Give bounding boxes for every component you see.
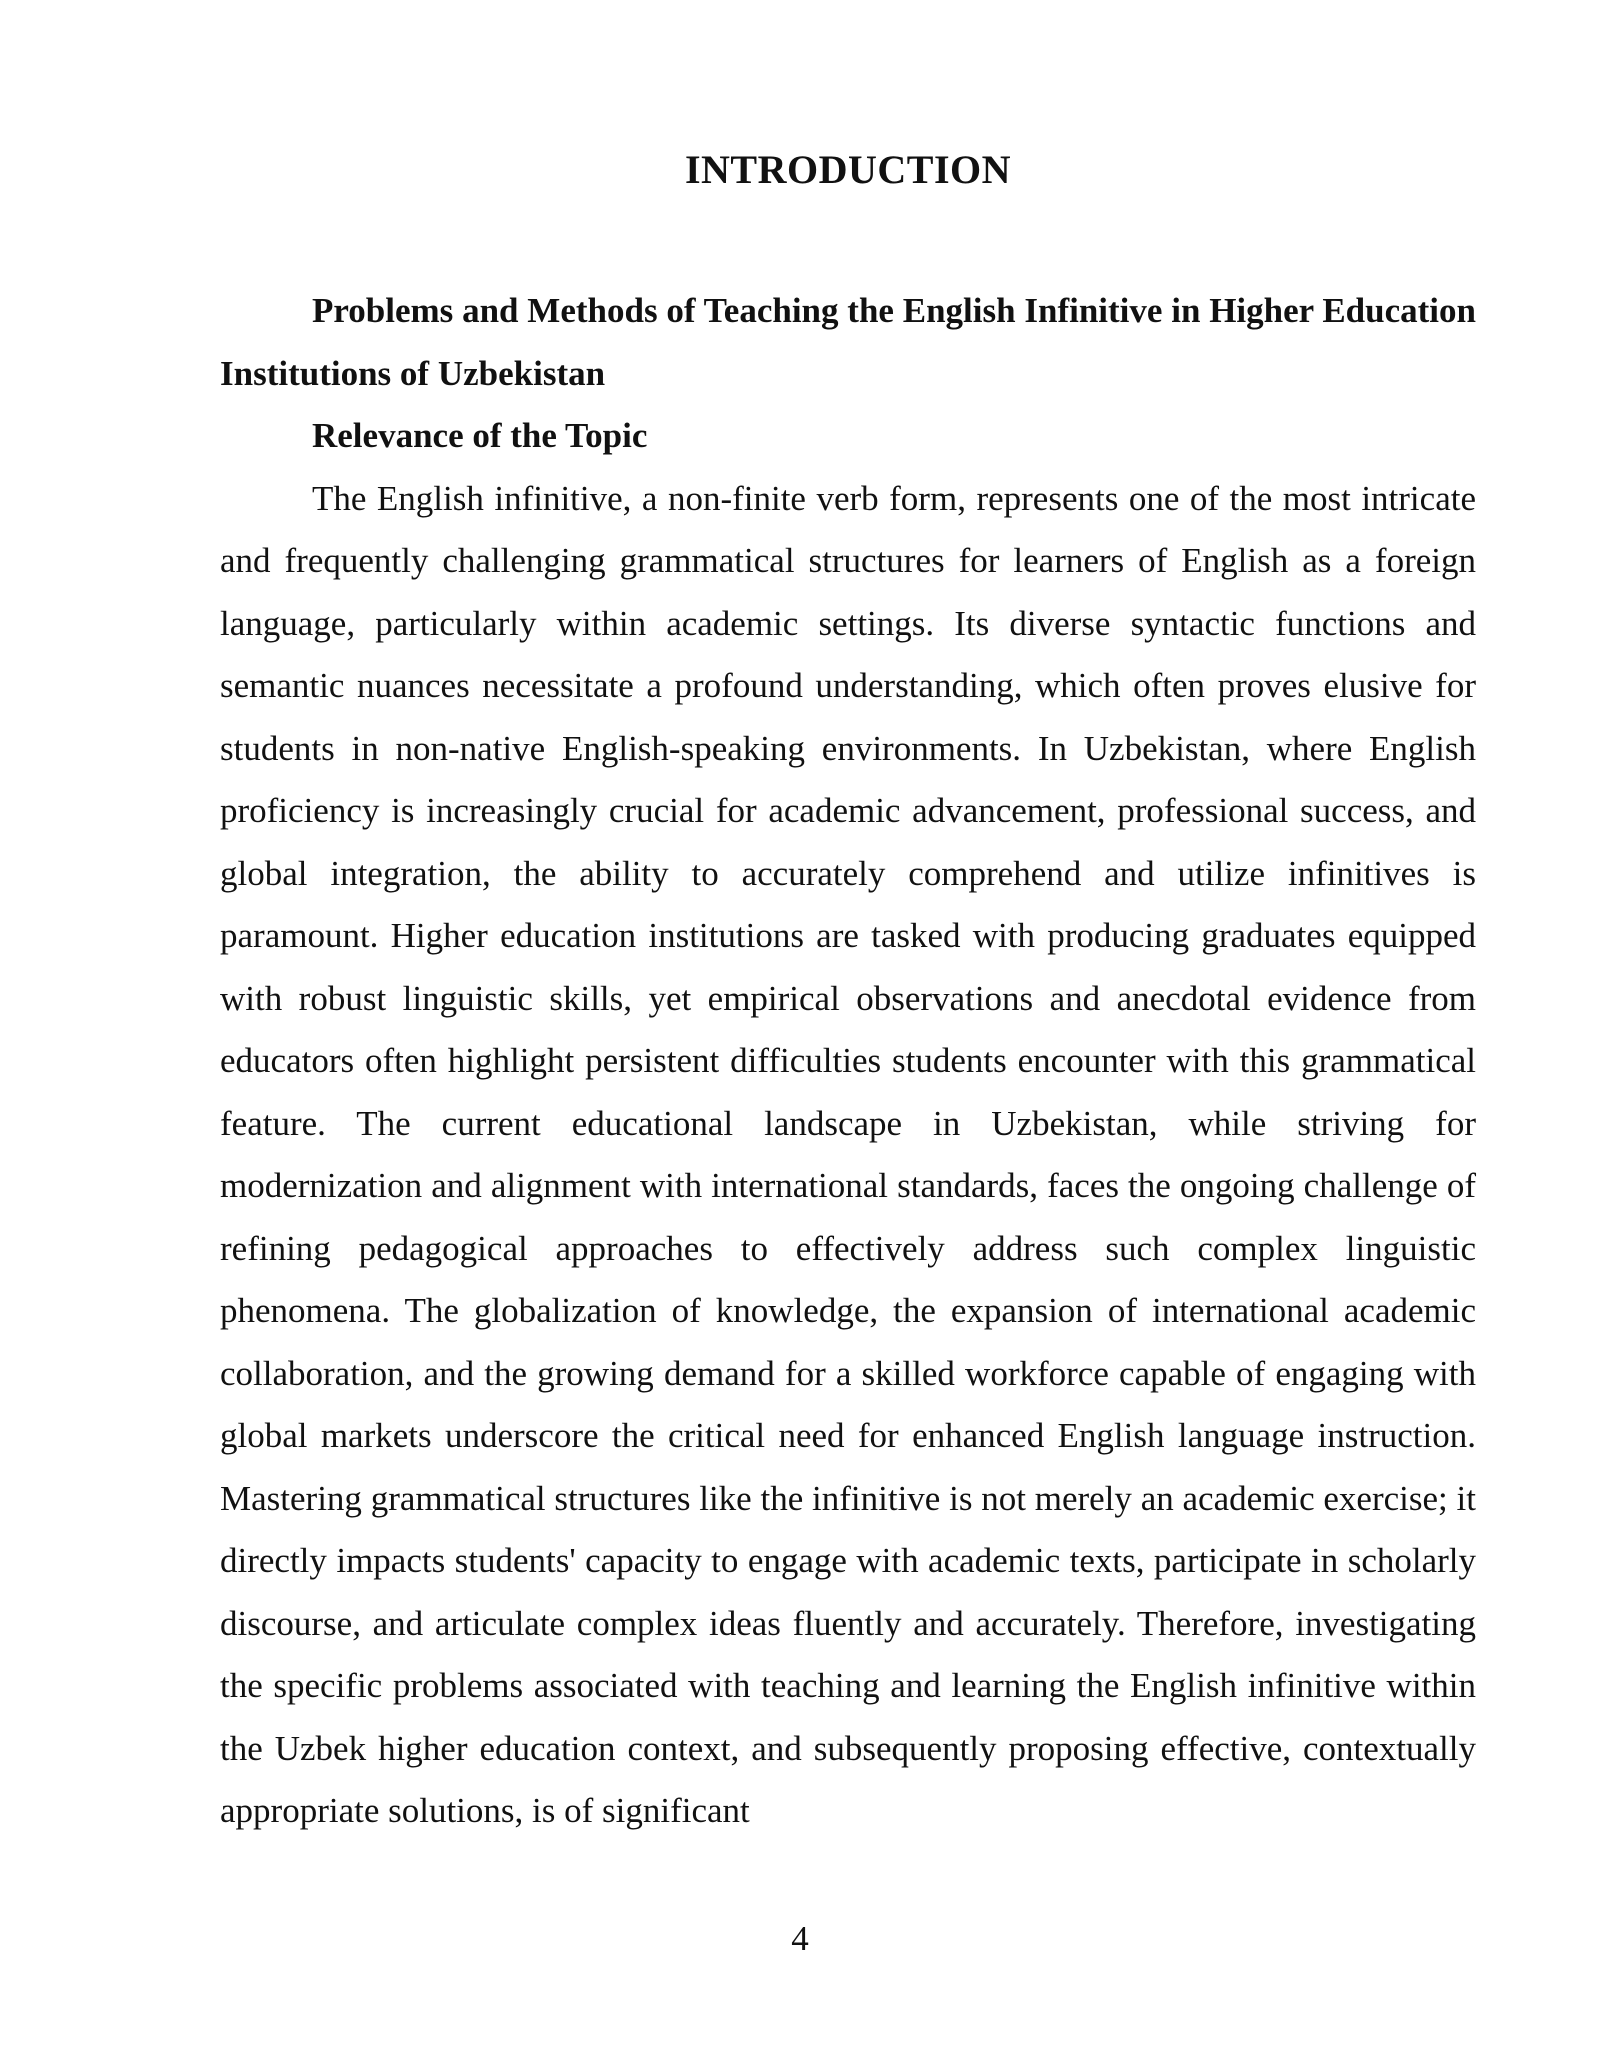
body-paragraph: The English infinitive, a non-finite verb form, represents one of the most intricate and frequently challenging grammatical structures for learners of English as a foreign language, particularly within academic settings. Its diverse syntactic functions and semantic nuances necessitate a profound understanding, which often proves elusive for students in non-native English-speaking environments. In Uzbekistan, where English proficiency is increasingly crucial for academic advancement, professional success, and global integration, the ability to accurately comprehend and utilize infinitives is paramount. Higher education institutions are tasked with producing graduates equipped with robust linguistic skills, yet empirical observations and anecdotal evidence from educators often highlight persistent difficulties students encounter with this grammatical feature. The current educational landscape in Uzbekistan, while striving for modernization and alignment with international standards, faces the ongoing challenge of refining pedagogical approaches to effectively address such complex linguistic phenomena. The globalization of knowledge, the expansion of international academic collaboration, and the growing demand for a skilled workforce capable of engaging with global markets underscore the critical need for enhanced English language instruction. Mastering grammatical structures like the infinitive is not merely an academic exercise; it directly impacts students' capacity to engage with academic texts, participate in scholarly discourse, and articulate complex ideas fluently and accurately. Therefore, investigating the specific problems associated with teaching and learning the English infinitive within the Uzbek higher education context, and subsequently proposing effective, contextually appropriate solutions, is of significant xyxy=(220,478,1476,1830)
subsection-heading: Relevance of the Topic xyxy=(312,416,648,455)
section-heading: Problems and Methods of Teaching the English Infinitive in Higher Education Institutions of Uzbekistan xyxy=(220,291,1476,393)
page-content xyxy=(220,142,1476,1843)
chapter-title: INTRODUCTION xyxy=(684,147,1012,192)
page-number: 4 xyxy=(791,1919,809,1958)
title-spacer xyxy=(220,198,1476,280)
